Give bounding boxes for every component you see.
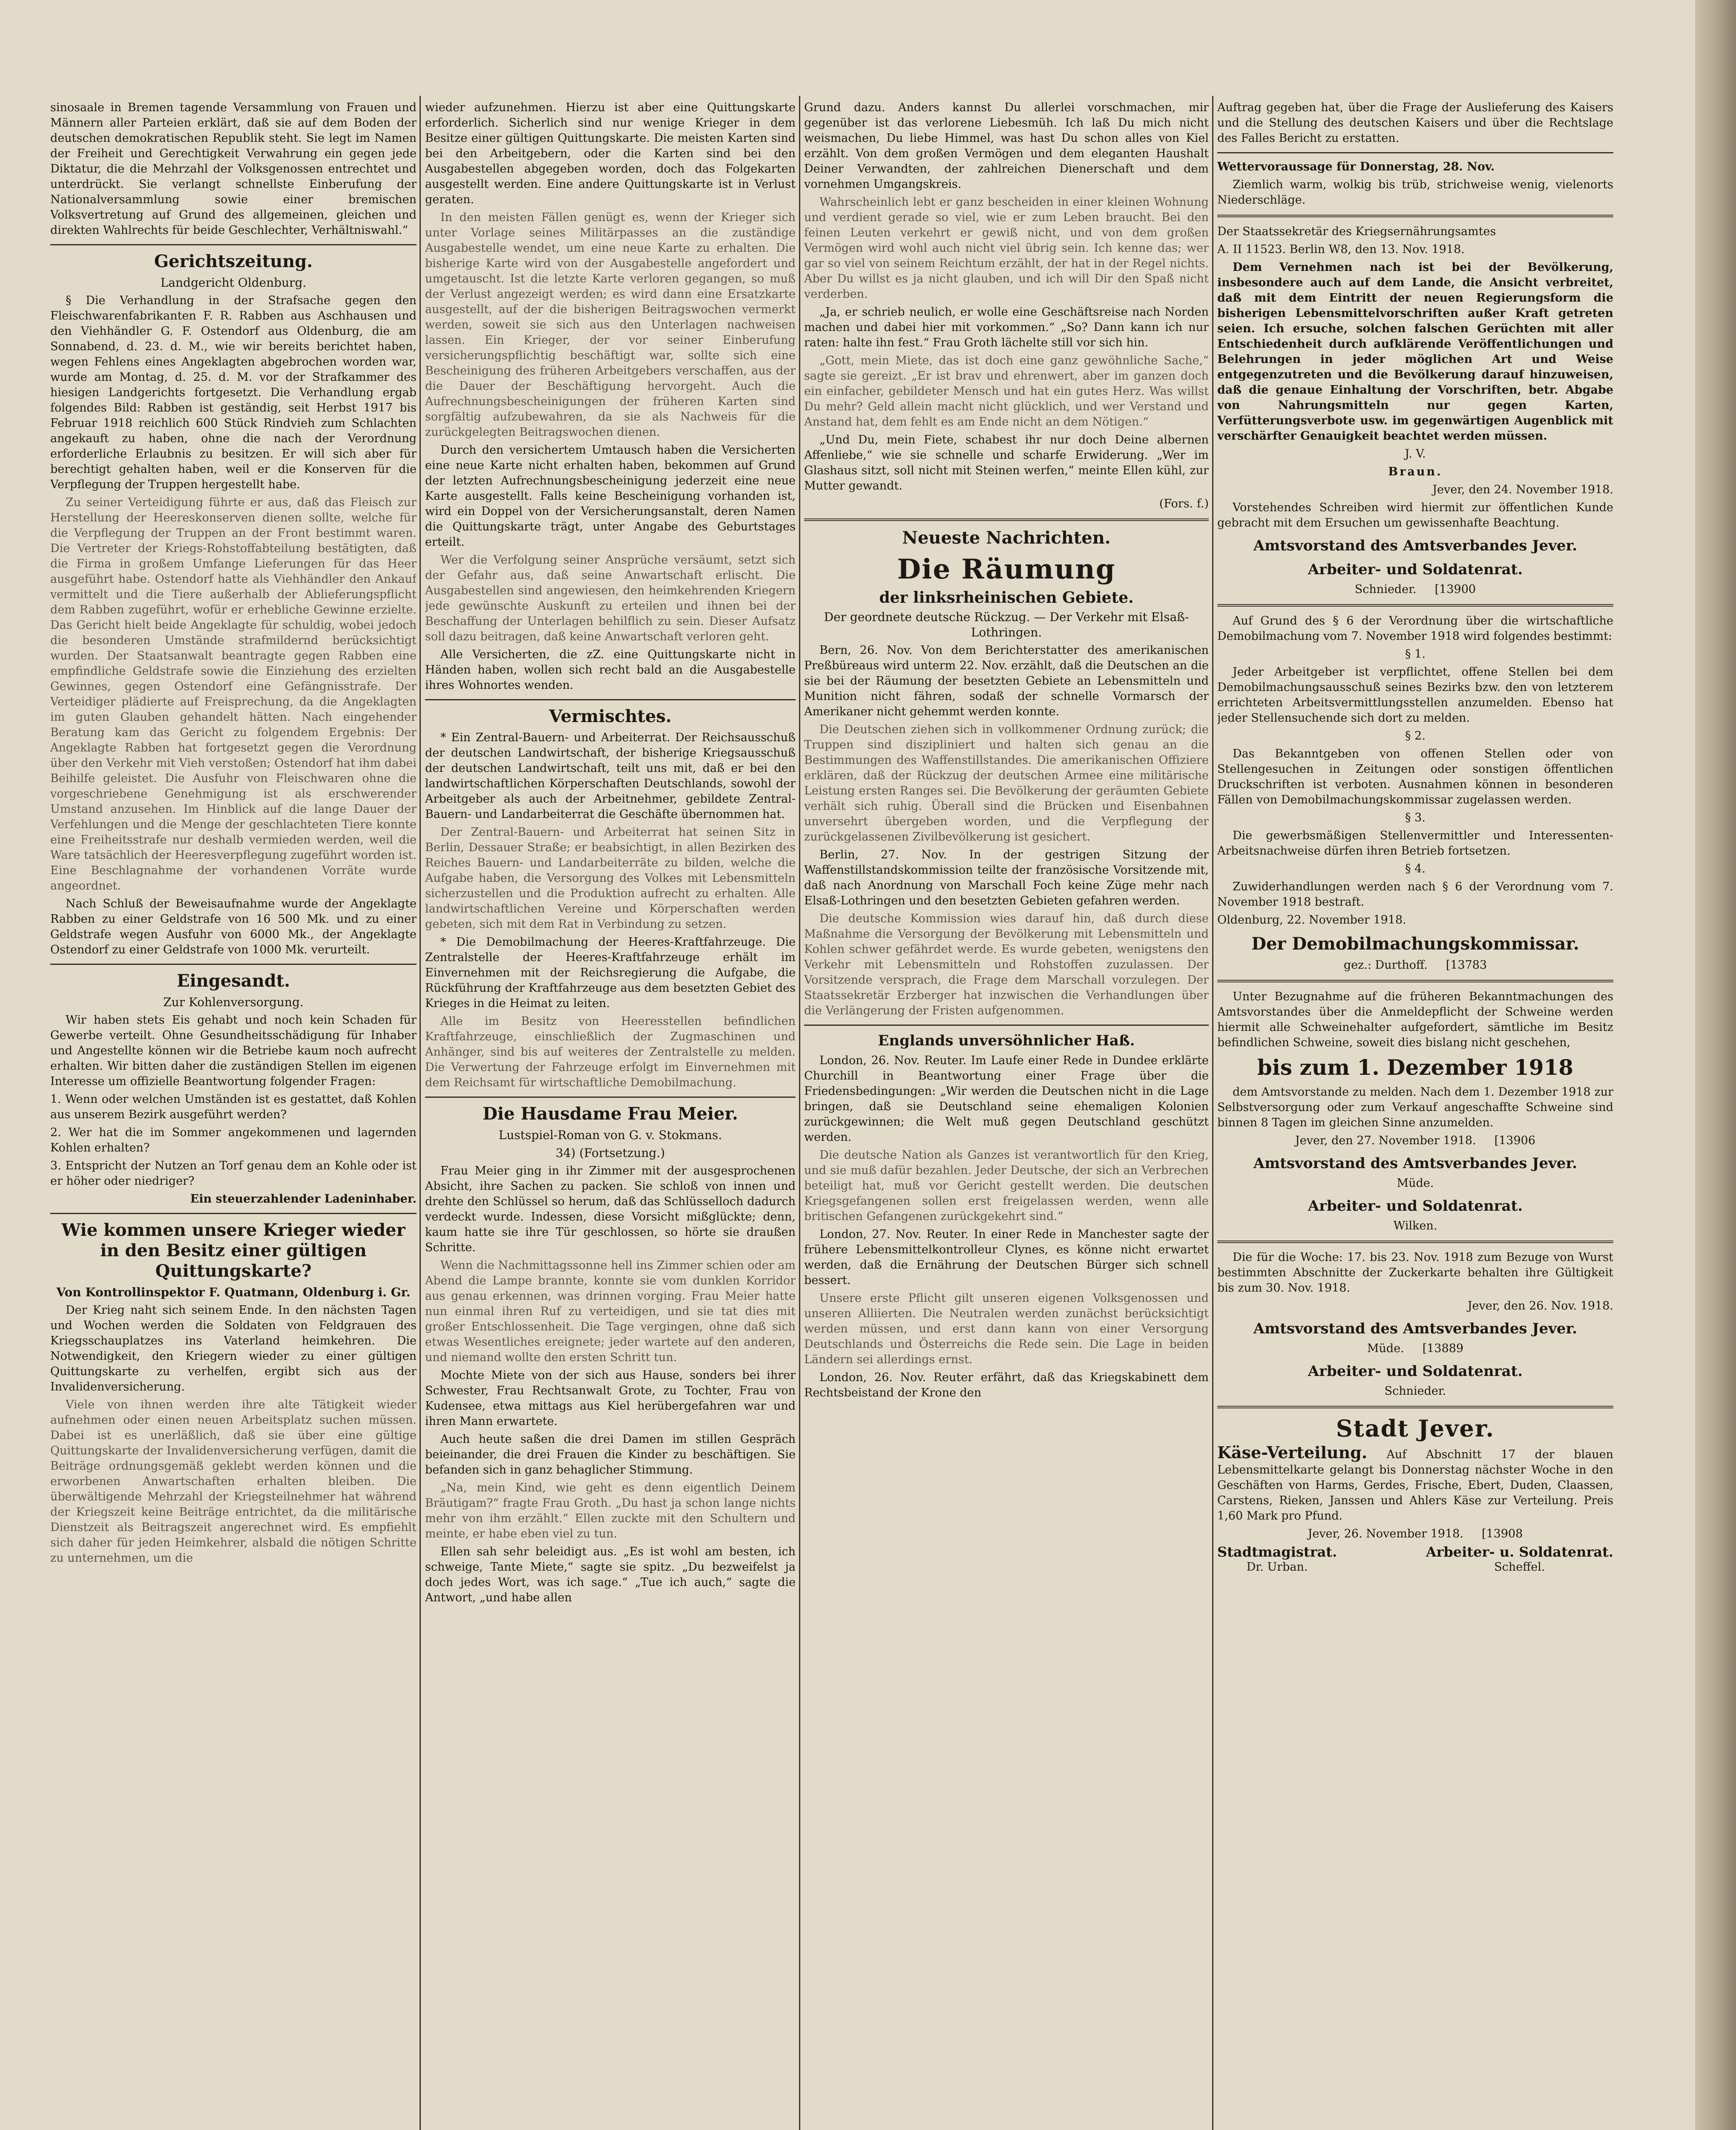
notice-text: Jeder Arbeitgeber ist verpflichtet, offene Stellen bei dem Demobilmachungsausschuß seines Bezirks bzw. den von letzterem errichteten Arbeitsvermittlungsstellen anzumelden. Ebenso hat jeder Stellensuchende sich dort zu melden. [1217,665,1613,725]
article-text: * Die Demobilmachung der Heeres-Kraftfahrzeuge. Die Zentralstelle der Heeres-Kraftfahrzeuge erhält im Einvernehmen mit der Reichsregierung die Aufgabe, die Rückführung der Kraftfahrzeuge aus dem besetzten Gebiet des Krieges in die Heimat zu leiten. [425,935,796,1010]
serial-number: 34) [555,1146,576,1160]
city-title: Stadt Jever. [1336,1415,1495,1442]
signature-row [1217,1544,1613,1575]
section-title-krieger: Wie kommen unsere Krieger wieder in den Besitz einer gültigen Quittungskarte? [61,1220,405,1281]
article-text: In den meisten Fällen genügt es, wenn der Krieger sich unter Vorlage seines Militärpasses an die zuständige Ausgabestelle wendet, um eine neue Karte zu erhalten. Die bisherige Karte wird von der Ausgabestelle angefordert und umgetauscht. Ist die letzte Karte verloren gegangen, so muß der Verlust angezeigt werden; es wird dann eine Ersatzkarte ausgestellt, auf der die bisherigen Beitragswochen vermerkt werden, soweit sie sich aus den Unterlagen nachweisen lassen. Ein Krieger, der vor seiner Einberufung versicherungspflichtig beschäftigt war, sollte sich eine Bescheinigung des früheren Arbeitgebers verschaffen, aus der die Dauer der Beschäftigung hervorgeht. Auch die Aufrechnungsbescheinigungen der früheren Karten sind sorgfältig aufzubewahren, da sie als Nachweis für die zurückgelegten Beitragswochen dienen. [425,211,796,439]
date: Jever, 26. November 1918. [1308,1527,1464,1540]
headline-raeumung: Die Räumung [897,553,1116,585]
notice-date: Oldenburg, 22. November 1918. [1217,913,1406,927]
notice-date: Jever, den 24. November 1918. [1432,483,1613,496]
serial-text: Wahrscheinlich lebt er ganz bescheiden in einer kleinen Wohnung und verdient gerade so viel, wie er zum Leben braucht. Bei den feinen Leuten verkehrt er gewiß nicht, und von dem großen Vermögen wird wohl auch nicht viel übrig sein. Ich kenne das; wer gar so viel von seinem Reichtum erzählt, der hat in der Regel nichts. Aber Du willst es ja nicht glauben, und ich will Dir den Spaß nicht verderben. [804,196,1209,301]
notice-text: Die gewerbsmäßigen Stellenvermittler und Interessenten-Arbeitsnachweise dürfen ihren Betrieb fortsetzen. [1217,829,1613,858]
serial-text: „Und Du, mein Fiete, schabest ihr nur doch Deine albernen Affenliebe,“ wie sie schnelle und scharfe Erwiderung. „Wer im Glashaus sitzt, soll nicht mit Steinen werfen,“ meinte Ellen kühl, zur Mutter gewandt. [804,433,1209,492]
signature [1217,582,1613,597]
notice-text [1217,1445,1613,1524]
serial-text: Grund dazu. Anders kannst Du allerlei vorschmachen, mir gegenüber ist das verlorene Liebesmüh. Ich laß Du mich nicht weismachen, Du liebe Himmel, was hast Du schon alles von Kiel erzählt. Von dem großen Vermögen und dem eleganten Haushalt Deiner Verwandten, der zahlreichen Dienerschaft und dem vornehmen Umgangskreis. [804,101,1209,191]
ad-number: [13908 [1481,1527,1523,1540]
notice-reference: A. II 11523. Berlin W8, den 13. Nov. 1918. [1217,243,1465,256]
news-item: Auftrag gegeben hat, über die Frage der Auslieferung des Kaisers und die Stellung des deutschen Kaisers und über die Rechtslage des Falles Bericht zu erstatten. [1217,101,1613,145]
serial-text: „Na, mein Kind, wie geht es denn eigentlich Deinem Bräutigam?“ fragte Frau Groth. „Du hast ja schon lange nichts mehr von ihm erzählt.“ Ellen zuckte mit den Schultern und meinte, er habe eben viel zu tun. [425,1481,796,1540]
divider [804,518,1209,521]
article-text: Viele von ihnen werden ihre alte Tätigkeit wieder aufnehmen oder einen neuen Arbeitsplatz suchen müssen. Dabei ist es unerläßlich, daß sie über eine gültige Quittungskarte der Invalidenversicherung verfügen, damit die Beiträge ordnungsgemäß geklebt werden können und die erworbenen Anwartschaften erhalten bleiben. Die überwältigende Mehrzahl der Kriegsteilnehmer hat während der Kriegszeit keine Beiträge entrichtet, da die militärische Dienstzeit als Beitragszeit angerechnet wird. Es empfiehlt sich daher für jeden Heimkehrer, alsbald die nötigen Schritte zu unternehmen, um die [50,1398,417,1565]
serial-fortsetzung-folgt: (Fors. f.) [1159,497,1209,510]
serial-fortsetzung: (Fortsetzung.) [579,1146,665,1160]
notice-text: Vorstehendes Schreiben wird hiermit zur öffentlichen Kunde gebracht mit dem Ersuchen um gewissenhafte Beachtung. [1217,501,1613,530]
question-item: 3. Entspricht der Nutzen an Torf genau dem an Kohle oder ist er höher oder niedriger? [50,1159,417,1188]
kaese-text: Auf Abschnitt 17 der blauen Lebensmittelkarte gelangt bis Donnerstag nächster Woche in den Geschäften von Harms, Gerdes, Frische, Ebert, Duden, Claassen, Carstens, Rieken, Janssen und Ahlers Käse zur Verteilung. Preis 1,60 Mark pro Pfund. [1217,1448,1613,1523]
serial-text: Mochte Miete von der sich aus Hause, sonders bei ihrer Schwester, Frau Rechtsanwalt Grote, zu Tochter, Frau von Kudensee, etwa mittags aus Kiel herübergefahren war und ihren Mann erwartete. [425,1369,796,1428]
serial-text: Frau Meier ging in ihr Zimmer mit der ausgesprochenen Absicht, ihre Sachen zu packen. Sie schloß von innen und drehte den Schlüssel so herum, daß das Schlüsselloch dadurch verdeckt wurde. Indessen, diese Vorsicht mißglückte; denn, kaum hatte sie ihre Tür geschlossen, so hörte sie draußen Schritte. [425,1164,796,1254]
article-text: Der Zentral-Bauern- und Arbeiterrat hat seinen Sitz in Berlin, Dessauer Straße; er beabsichtigt, in allen Bezirken des Reiches Bauern- und Landarbeiterräte zu bilden, welche die Aufgabe haben, die Versorgung des Volkes mit Lebensmitteln sicherzustellen und die Produktion aufrecht zu erhalten. Alle landwirtschaftlichen Vereine und Körperschaften werden gebeten, sich mit dem Rat in Verbindung zu setzen. [425,826,796,931]
column-rule [799,96,800,2130]
column-4 [1217,100,1613,2130]
column-rule [420,96,421,2130]
notice-header: Der Staatssekretär des Kriegsernährungsamtes [1217,225,1496,238]
article-text: Wer die Verfolgung seiner Ansprüche versäumt, setzt sich der Gefahr aus, daß seine Anwartschaft erlischt. Die Ausgabestellen sind angewiesen, den heimkehrenden Kriegern jede gewünschte Auskunft zu erteilen und ihnen bei der Beschaffung der Unterlagen behilflich zu sein. Dieser Aufsatz soll dazu beitragen, daß keine Anwartschaft verloren geht. [425,553,796,643]
column-2 [425,100,796,2130]
paragraph-number: § 3. [1405,811,1426,824]
council-name: Arbeiter- und Soldatenrat. [1308,561,1523,578]
council-name: Arbeiter- und Soldatenrat. [1308,1363,1523,1380]
notice-text: Die für die Woche: 17. bis 23. Nov. 1918 zum Bezuge von Wurst bestimmten Abschnitte der Zuckerkarte behalten ihre Gültigkeit bis zum 30. Nov. 1918. [1217,1251,1613,1295]
news-item: Unsere erste Pflicht gilt unseren eigenen Volksgenossen und unseren Alliierten. Die Neutralen werden zunächst berücksichtigt werden müssen, und erst dann kann von einer Versorgung Deutschlands und Österreichs die Rede sein. Die Lage in beiden Ländern sei allerdings ernst. [804,1292,1209,1366]
signature-name: Dr. Urban. [1246,1560,1308,1574]
divider [425,699,796,700]
signature-name: Scheffel. [1494,1560,1545,1574]
notice-text: Auf Grund des § 6 der Verordnung über die wirtschaftliche Demobilmachung vom 7. November 1918 wird folgendes bestimmt: [1217,614,1613,643]
column-rule [1212,96,1213,2130]
authority-name: Amtsvorstand des Amtsverbandes Jever. [1253,1155,1578,1172]
paragraph-number: § 1. [1405,648,1426,661]
serial-text: Ellen sah sehr beleidigt aus. „Es ist wohl am besten, ich schweige, Tante Miete,“ sagte sie spitz. „Du bezweifelst ja doch jedes Wort, was ich sage.“ „Tue ich auch,“ sagte die Antwort, „und habe allen [425,1545,796,1604]
signature-name: Schnieder. [1384,1384,1446,1398]
divider [1217,604,1613,607]
notice-date [1217,1526,1613,1542]
section-title-england: Englands unversöhnlicher Haß. [878,1032,1135,1049]
council-name: Arbeiter- und Soldatenrat. [1308,1197,1523,1215]
serial-title: Die Hausdame Frau Meier. [483,1104,738,1124]
subheading: Zur Kohlenversorgung. [163,995,304,1009]
divider [1217,1241,1613,1243]
section-title-vermischtes: Vermischtes. [549,706,672,726]
serial-text: Auch heute saßen die drei Damen im stillen Gespräch beieinander, die drei Frauen die Kinder zu beschäftigen. Sie befanden sich in ganz behaglicher Stimmung. [425,1433,796,1477]
article-text: Durch den versichertem Umtausch haben die Versicherten eine neue Karte nicht erhalten haben, bekommen auf Grund der letzten Aufrechnungsbescheinigung jederzeit eine neue Karte ausgestellt. Falls keine Bescheinigung vorhanden ist, wird ein Doppel von der Versicherungsanstalt, deren Namen die Quittungskarte trägt, unter Angabe des Geburtstages erteilt. [425,443,796,549]
notice-text: Zuwiderhandlungen werden nach § 6 der Verordnung vom 7. November 1918 bestraft. [1217,880,1613,909]
authority-name: Amtsvorstand des Amtsverbandes Jever. [1253,537,1578,554]
notice-date: Jever, den 26. Nov. 1918. [1467,1299,1613,1313]
notice-deadline: bis zum 1. Dezember 1918 [1257,1055,1574,1080]
article-text: Wir haben stets Eis gehabt und noch kein Schaden für Gewerbe verteilt. Ohne Gesundheitsschädigung für Inhaber und Angestellte können wir die Betriebe kaum noch aufrecht erhalten. Wir bitten daher die zuständigen Stellen im eigenen Interesse um offizielle Beantwortung folgender Fragen: [50,1013,417,1088]
ad-number: [13889 [1422,1342,1464,1355]
ad-number: [13783 [1446,958,1487,972]
divider [1217,1406,1613,1408]
article-text: * Ein Zentral-Bauern- und Arbeiterrat. Der Reichsausschuß der deutschen Landwirtschaft, der bisherige Kriegsausschuß der deutschen Landwirtschaft, teilt uns mit, daß er bei den landwirtschaftlichen Körperschaften Deutschlands, sowohl der Arbeitgeber als auch der Arbeitnehmer, gebildete Zentral-Bauern- und Landarbeiterrat die Geschäfte übernommen hat. [425,731,796,821]
signature-name: Wilken. [1393,1219,1437,1232]
weather-text: Ziemlich warm, wolkig bis trüb, strichweise wenig, vielenorts Niederschläge. [1217,178,1613,207]
divider [50,964,417,965]
ad-number: [13906 [1494,1134,1536,1147]
notice-date [1217,1133,1613,1148]
notice-text: Dem Vernehmen nach ist bei der Bevölkerung, insbesondere auch auf dem Lande, die Ansicht verbreitet, daß mit dem Eintritt der neuen Regierungsform die bisherigen Lebensmittelvorschriften außer Kraft getreten seien. Ich ersuche, solchen falschen Gerüchten mit aller Entschiedenheit durch aufklärende Veröffentlichungen und Belehrungen in jeder möglichen Art und Weise entgegenzutreten und die Bevölkerung darauf hinzuweisen, daß die genaue Einhaltung der Vorschriften, betr. Abgabe von Nahrungsmitteln nur gegen Karten, Verfütterungsverbote usw. im gegenwärtigen Augenblick mit verschärfter Genauigkeit beachtet werden müssen. [1217,261,1613,443]
divider [50,244,417,245]
article-text: Alle im Besitz von Heeresstellen befindlichen Kraftfahrzeuge, einschließlich der Zugmaschinen und Anhänger, sind bis auf weiteres der Zentralstelle zu melden. Die Verwertung der Fahrzeuge erfolgt im Einvernehmen mit dem Reichsamt für wirtschaftliche Demobilmachung. [425,1015,796,1089]
news-item: Die deutsche Nation als Ganzes ist verantwortlich für den Krieg, und sie muß dafür bezahlen. Jeder Deutsche, der sich an Verbrechen beteiligt hat, muß vor Gericht gestellt werden. Die deutschen Kriegsgefangenen sollen erst freigelassen werden, wenn alle britischen Gefangenen zurückgekehrt sind.“ [804,1148,1209,1223]
article-text: wieder aufzunehmen. Hierzu ist aber eine Quittungskarte erforderlich. Sicherlich sind nur wenige Krieger in dem Besitze einer gültigen Quittungskarte. Die meisten Karten sind bei den Arbeitgebern, oder die Karten sind bei den Ausgabestellen abgegeben worden, doch das Folgekarten ausgestellt werden. Eine andere Quittungskarte ist in Verlust geraten. [425,101,796,206]
council-name: Arbeiter- u. Soldatenrat. [1426,1544,1613,1560]
news-item: London, 26. Nov. Reuter erfährt, daß das Kriegskabinett dem Rechtsbeistand der Krone den [804,1371,1209,1399]
section-title-gerichtszeitung: Gerichtszeitung. [154,251,313,271]
news-item: London, 26. Nov. Reuter. Im Laufe einer Rede in Dundee erklärte Churchill in Beantwortung einer Frage über die Friedensbedingungen: „Wir werden die Deutschen nicht in die Lage bringen, daß sie Deutschland seine ehemaligen Kolonien zurückgewinnen; die Welt muß gegen Deutschland geschützt werden. [804,1054,1209,1144]
paragraph-number: § 4. [1405,862,1426,875]
headline-subtitle: der linksrheinischen Gebiete. [879,589,1134,607]
question-item: 1. Wenn oder welchen Umständen ist es gestattet, daß Kohlen aus unserem Bezirk ausgeführt werden? [50,1093,417,1121]
date: Jever, den 27. November 1918. [1295,1134,1476,1147]
news-item: London, 27. Nov. Reuter. In einer Rede in Manchester sagte der frühere Lebensmittelkontrolleur Clynes, es könne nicht erwartet werden, daß die Ernährung der Deutschen Bürger sich schnell bessert. [804,1228,1209,1287]
notice-text: dem Amtsvorstande zu melden. Nach dem 1. Dezember 1918 zur Selbstversorgung oder zum Verkauf angeschaffte Schweine sind binnen 8 Tagen im gleichen Sinne anzumelden. [1217,1085,1613,1129]
signature [1217,958,1613,973]
notice-text: Unter Bezugnahme auf die früheren Bekanntmachungen des Amtsvorstandes über die Anmeldepflicht der Schweine werden hiermit alle Schweinehalter aufgefordert, sämtliche im Besitz befindlichen Schweine, soweit dies bislang nicht geschehen, [1217,990,1613,1049]
signature-name: gez.: Durthoff. [1343,958,1428,972]
signature-name: Müde. [1397,1177,1434,1190]
serial-text: „Gott, mein Miete, das ist doch eine ganz gewöhnliche Sache,“ sagte sie gereizt. „Er ist brav und ehrenwert, aber im ganzen doch ein einfacher, gebildeter Mensch und hat ein gutes Herz. Was willst Du mehr? Geld allein macht nicht glücklich, und wer Verstand und Anstand hat, dem fehlt es am Ende nicht an dem Nötigen.“ [804,354,1209,429]
serial-subtitle: Lustspiel-Roman von G. v. Stokmans. [498,1128,722,1142]
page-gutter-shadow [1695,0,1736,2130]
serial-text: Wenn die Nachmittagssonne hell ins Zimmer schien oder am Abend die Lampe brannte, konnte sie vom dunklen Korridor aus genau erkennen, was drinnen vorging. Frau Meier hatte nun einmal ihren Ruf zu verteidigen, und sie tat dies mit großer Entschlossenheit. Die Tage vergingen, ohne daß sich etwas Wesentliches ereignete; jeder wartete auf den anderen, und niemand wollte den ersten Schritt tun. [425,1259,796,1364]
signature-name: Müde. [1367,1342,1404,1355]
section-title-eingesandt: Eingesandt. [176,971,290,991]
divider [1217,215,1613,217]
divider [1217,152,1613,153]
authority-name: Der Demobilmachungskommissar. [1251,934,1579,954]
magistrat-name: Stadtmagistrat. [1217,1544,1337,1560]
headline-subtitle-2: Der geordnete deutsche Rückzug. — Der Verkehr mit Elsaß-Lothringen. [824,610,1189,639]
ad-number: [13900 [1434,583,1476,596]
news-item: Die Deutschen ziehen sich in vollkommener Ordnung zurück; die Truppen sind diszipliniert und halten sich genau an die Bestimmungen des Waffenstillstandes. Die amerikanischen Offiziere erklären, daß der Rückzug der deutschen Armee eine militärische Leistung ersten Ranges sei. Die Bevölkerung der geräumten Gebiete verhält sich ruhig. Überall sind die Brücken und Eisenbahnen unversehrt übergeben worden, und die Verpflegung der zurückgelassenen Zivilbevölkerung ist gesichert. [804,723,1209,843]
subheading: Landgericht Oldenburg. [160,276,307,290]
article-text: Nach Schluß der Beweisaufnahme wurde der Angeklagte Rabben zu einer Geldstrafe von 16 500 Mk. und zu einer Geldstrafe wegen Ausfuhr von 6000 Mk., der Angeklagte Ostendorf zu einer Geldstrafe von 1000 Mk. verurteilt. [50,897,417,956]
signature [1217,1341,1613,1356]
article-text: § Die Verhandlung in der Strafsache gegen den Fleischwarenfabrikanten F. R. Rabben aus Aschhausen und den Viehhändler G. F. Ostendorf aus Oldenburg, die am Sonnabend, d. 23. d. M., wie wir bereits berichtet haben, wegen Fehlens eines Angeklagten abgebrochen worden war, wurde am Montag, d. 25. d. M. vor der Strafkammer des hiesigen Landgerichts fortgesetzt. Die Verhandlung ergab folgendes Bild: Rabben ist geständig, seit Herbst 1917 bis Februar 1918 reichlich 600 Stück Rindvieh zum Schlachten angekauft zu haben, ohne die nach der Verordnung erforderliche Erlaubnis zu besitzen. Er will sich aber für berechtigt gehalten haben, weil er die Konserven für die Verpflegung der Truppen hergestellt habe. [50,294,417,491]
signature: Ein steuerzahlender Ladeninhaber. [190,1192,417,1206]
signature-name: Schnieder. [1354,583,1417,596]
signature-block [1217,1544,1337,1575]
article-text: Der Krieg naht sich seinem Ende. In den nächsten Tagen und Wochen werden die Soldaten von Feldgrauen des Kriegsschauplatzes ins Vaterland heimkehren. Die Notwendigkeit, den Kriegern wieder zu einer gültigen Quittungskarte zu verhelfen, ergibt sich aus der Invalidenversicherung. [50,1304,417,1393]
question-item: 2. Wer hat die im Sommer angekommenen und lagernden Kohlen erhalten? [50,1126,417,1154]
divider [804,1025,1209,1026]
article-text: Alle Versicherten, die zZ. eine Quittungskarte nicht in Händen haben, wollen sich recht bald an die Ausgabestelle ihres Wohnortes wenden. [425,648,796,692]
signature-block [1426,1544,1613,1575]
article-text: Zu seiner Verteidigung führte er aus, daß das Fleisch zur Herstellung der Heereskonserven dienen sollte, welche für die Verpflegung der Truppen an der Front bestimmt waren. Die Vertreter der Kriegs-Rohstoffabteilung bestätigten, daß die Firma in großem Umfange Lieferungen für das Heer ausgeführt habe. Ostendorf hatte als Viehhändler den Ankauf vermittelt und die Tiere außerhalb der Ablieferungspflicht dem Rabben zugeführt, wofür er erhebliche Gewinne erzielte. Das Gericht hielt beide Angeklagte für schuldig, wobei jedoch die besonderen Umstände strafmildernd berücksichtigt wurden. Der Staatsanwalt beantragte gegen Rabben eine empfindliche Geldstrafe sowie die Einziehung des erzielten Gewinnes, gegen Ostendorf eine Gefängnisstrafe. Der Verteidiger plädierte auf Freisprechung, da die Angeklagten im guten Glauben gehandelt hätten. Nach eingehender Beratung kam das Gericht zu folgendem Ergebnis: Der Angeklagte Rabben hat fortgesetzt gegen die Verordnung über den Verkehr mit Vieh verstoßen; Ostendorf hat ihm dabei Beihilfe geleistet. Die Ausfuhr von Fleischwaren ohne die vorgeschriebene Genehmigung ist als erschwerender Umstand anzusehen. Im Hinblick auf die lange Dauer der Verfehlungen und die Menge der geschlachteten Tiere konnte eine Freiheitsstrafe nur deshalb vermieden werden, weil die Ware tatsächlich der Heeresverpflegung zugeführt worden ist. Eine Beschlagnahme der vorhandenen Vorräte wurde angeordnet. [50,496,417,892]
author-line: Von Kontrollinspektor F. Quatmann, Oldenburg i. Gr. [56,1285,411,1299]
paragraph-number: § 2. [1405,729,1426,743]
news-item: Die deutsche Kommission wies darauf hin, daß durch diese Maßnahme die Versorgung der Bevölkerung mit Lebensmitteln und Kohlen schwer gefährdet werde. Es wurde gebeten, wenigstens den Verkehr mit Lebensmitteln und Rohstoffen zuzulassen. Der Vorsitzende versprach, die Frage dem Marschall vorzulegen. Der Staatssekretär Erzberger hat inzwischen die Verhandlungen über die Verlängerung der Fristen aufgenommen. [804,912,1209,1017]
news-item: Bern, 26. Nov. Von dem Berichterstatter des amerikanischen Preßbüreaus wird unterm 22. Nov. erzählt, daß die Deutschen an die sie bei der Räumung der besetzten Gebiete an Lebensmitteln und Munition nicht fähren, sodaß der schnelle Vormarsch der Amerikaner nicht gehemmt werden konnte. [804,644,1209,718]
column-3 [804,100,1209,2130]
serial-continuation [425,1146,796,1161]
section-title-neueste-nachrichten: Neueste Nachrichten. [902,528,1111,548]
authority-name: Amtsvorstand des Amtsverbandes Jever. [1253,1320,1578,1337]
serial-text: „Ja, er schrieb neulich, er wolle eine Geschäftsreise nach Norden machen und dabei hier mit vorkommen.“ „So? Dann kann ich nur raten: halte ihn fest.“ Frau Groth lächelte still vor sich hin. [804,305,1209,349]
divider [425,1097,796,1098]
notice-text: Das Bekanntgeben von offenen Stellen oder von Stellengesuchen in Zeitungen oder sonstigen öffentlichen Druckschriften ist verboten. Ausnahmen können in besonderen Fällen von Demobilmachungskommissar zugelassen werden. [1217,747,1613,806]
news-item: Berlin, 27. Nov. In der gestrigen Sitzung der Waffenstillstandskommission teilte der französische Vorsitzende mit, daß nach Anordnung von Marschall Foch keine Züge mehr nach Elsaß-Lothringen und den besetzten Gebieten gefahren werden. [804,848,1209,907]
kaese-title: Käse-Verteilung. [1217,1443,1368,1462]
divider [1217,980,1613,982]
notice-signature: J. V. [1405,447,1426,461]
weather-title: Wettervoraussage für Donnerstag, 28. Nov. [1217,160,1495,173]
article-text: sinosaale in Bremen tagende Versammlung von Frauen und Männern aller Parteien erklärt, daß sie auf dem Boden der deutschen demokratischen Republik steht. Sie legt im Namen der Freiheit und Gerechtigkeit Verwahrung ein gegen jede Diktatur, die die Mehrzahl der Volksgenossen entrechtet und unterdrückt. Sie verlangt schnellste Einberufung der Nationalversammlung sowie einer bremischen Volksvertretung auf Grund des allgemeinen, gleichen und direkten Wahlrechts für beide Geschlechter, Verhältniswahl.“ [50,101,417,237]
divider [50,1213,417,1214]
notice-signature-name: Braun. [1388,465,1443,478]
column-1 [50,100,417,2130]
